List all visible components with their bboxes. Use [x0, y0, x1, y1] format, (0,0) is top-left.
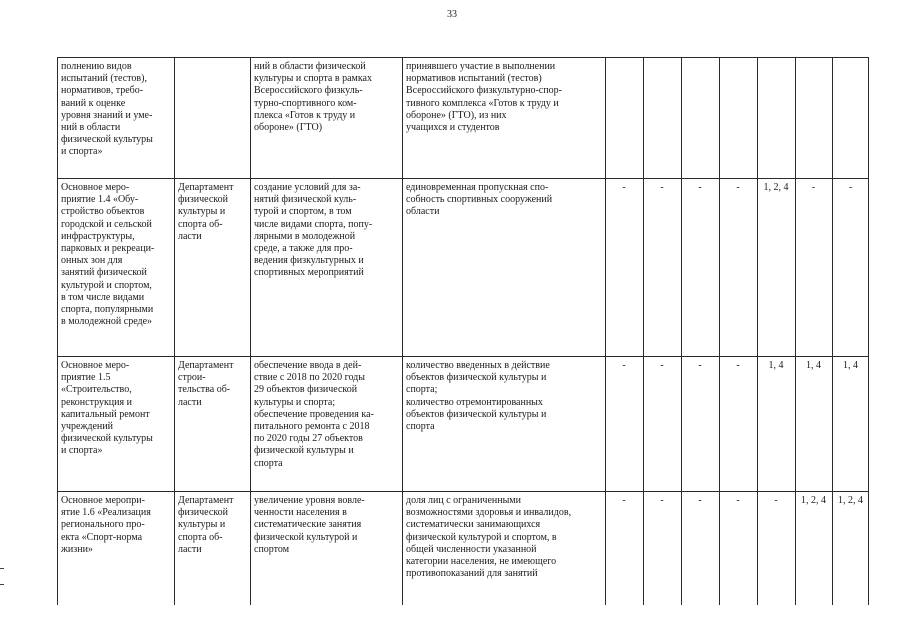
- row-divider: [57, 178, 869, 179]
- year-cell-5: 1, 4: [768, 360, 784, 371]
- executor-cell: Департамент строи- тельства об- ласти: [178, 360, 234, 408]
- column-divider: [250, 57, 251, 605]
- column-divider: [757, 57, 758, 605]
- year-cell-7: 1, 4: [843, 360, 858, 371]
- row-divider: [57, 57, 869, 58]
- year-cell-4: -: [736, 495, 740, 506]
- year-cell-5: -: [774, 495, 778, 506]
- year-cell-5: [757, 57, 795, 178]
- table-row: [57, 178, 869, 356]
- year-cell-3: -: [698, 495, 702, 506]
- column-divider: [681, 57, 682, 605]
- margin-tick-mark: [0, 568, 4, 569]
- column-divider: [174, 57, 175, 605]
- row-divider: [57, 356, 869, 357]
- result-cell: ний в области физической культуры и спорта в рамках Всероссийского физкуль- турно-спортивного ком- плекса «Готов к труду и обороне» (ГТО): [254, 61, 372, 134]
- column-divider: [868, 57, 869, 605]
- executor-cell: [174, 57, 250, 178]
- year-cell-7: [832, 57, 869, 178]
- column-divider: [605, 57, 606, 605]
- year-cell-4: [719, 57, 757, 178]
- column-divider: [795, 57, 796, 605]
- year-cell-1: -: [622, 360, 626, 371]
- table-row: [57, 491, 869, 605]
- activity-cell: Основное меро- приятие 1.4 «Обу- стройство объектов городской и сельской инфраструктуры, парковых и рекреаци- онных зон для занятий физической культурой и спортом, в том числе видами спорта, популярными в молодежной среде»: [61, 182, 155, 328]
- column-divider: [832, 57, 833, 605]
- year-cell-2: -: [660, 360, 664, 371]
- column-divider: [643, 57, 644, 605]
- program-activities-table: [57, 57, 869, 605]
- column-divider: [719, 57, 720, 605]
- table-row: [57, 356, 869, 491]
- indicator-cell: принявшего участие в выполнении нормативов испытаний (тестов) Всероссийского физкультурно-спор- тивного комплекса «Готов к труду и обороне» (ГТО), из них учащихся и студентов: [406, 61, 562, 134]
- year-cell-6: -: [811, 182, 816, 193]
- column-divider: [402, 57, 403, 605]
- result-cell: создание условий для за- нятий физической куль- турой и спортом, в том числе видами спорта, попу- лярными в молодежной среде, а также для про- ведения физкультурных и спортивных мероприятий: [254, 182, 373, 279]
- margin-tick-mark: [0, 584, 4, 585]
- year-cell-6: 1, 4: [806, 360, 821, 371]
- year-cell-6: [795, 57, 832, 178]
- year-cell-7: -: [848, 182, 853, 193]
- executor-cell: Департамент физической культуры и спорта об- ласти: [178, 182, 234, 242]
- year-cell-2: -: [660, 495, 664, 506]
- indicator-cell: доля лиц с ограниченными возможностями здоровья и инвалидов, систематически занимающихся физической культурой и спортом, в общей численности указанной категории населения, не имеющего противопоказаний для занятий: [406, 495, 572, 580]
- year-cell-1: -: [622, 182, 626, 193]
- year-cell-5: 1, 2, 4: [763, 182, 789, 193]
- row-divider: [57, 491, 869, 492]
- year-cell-1: -: [622, 495, 626, 506]
- result-cell: обеспечение ввода в дей- ствие с 2018 по 2020 годы 29 объектов физической культуры и спорта; обеспечение проведения ка- питального ремонта с 2018 по 2020 годы 27 объектов физической культуры и спорта: [254, 360, 374, 469]
- year-cell-4: -: [736, 182, 740, 193]
- indicator-cell: единовременная пропускная спо- собность спортивных сооружений области: [406, 182, 553, 218]
- year-cell-6: 1, 2, 4: [801, 495, 826, 506]
- year-cell-3: -: [698, 360, 702, 371]
- column-divider: [57, 57, 58, 605]
- year-cell-3: -: [698, 182, 702, 193]
- year-cell-4: -: [736, 360, 740, 371]
- activity-cell: Основное меропри- ятие 1.6 «Реализация регионального про- екта «Спорт-норма жизни»: [61, 495, 151, 555]
- year-cell-7: 1, 2, 4: [838, 495, 863, 506]
- year-cell-1: [605, 57, 643, 178]
- indicator-cell: количество введенных в действие объектов физической культуры и спорта; количество отремонтированных объектов физической культуры и спорта: [406, 360, 550, 433]
- executor-cell: Департамент физической культуры и спорта об- ласти: [178, 495, 234, 555]
- activity-cell: Основное меро- приятие 1.5 «Строительство, реконструкция и капитальный ремонт учреждений физической культуры и спорта»: [61, 360, 153, 457]
- activity-cell: полнению видов испытаний (тестов), нормативов, требо- ваний к оценке уровня знаний и уме- ний в области физической культуры и спорта»: [61, 61, 153, 158]
- table-row: [57, 57, 869, 178]
- page-number: 33: [447, 9, 457, 20]
- result-cell: увеличение уровня вовле- ченности населения в систематические занятия физической культурой и спортом: [254, 495, 365, 555]
- year-cell-2: -: [660, 182, 664, 193]
- year-cell-3: [681, 57, 719, 178]
- year-cell-2: [643, 57, 681, 178]
